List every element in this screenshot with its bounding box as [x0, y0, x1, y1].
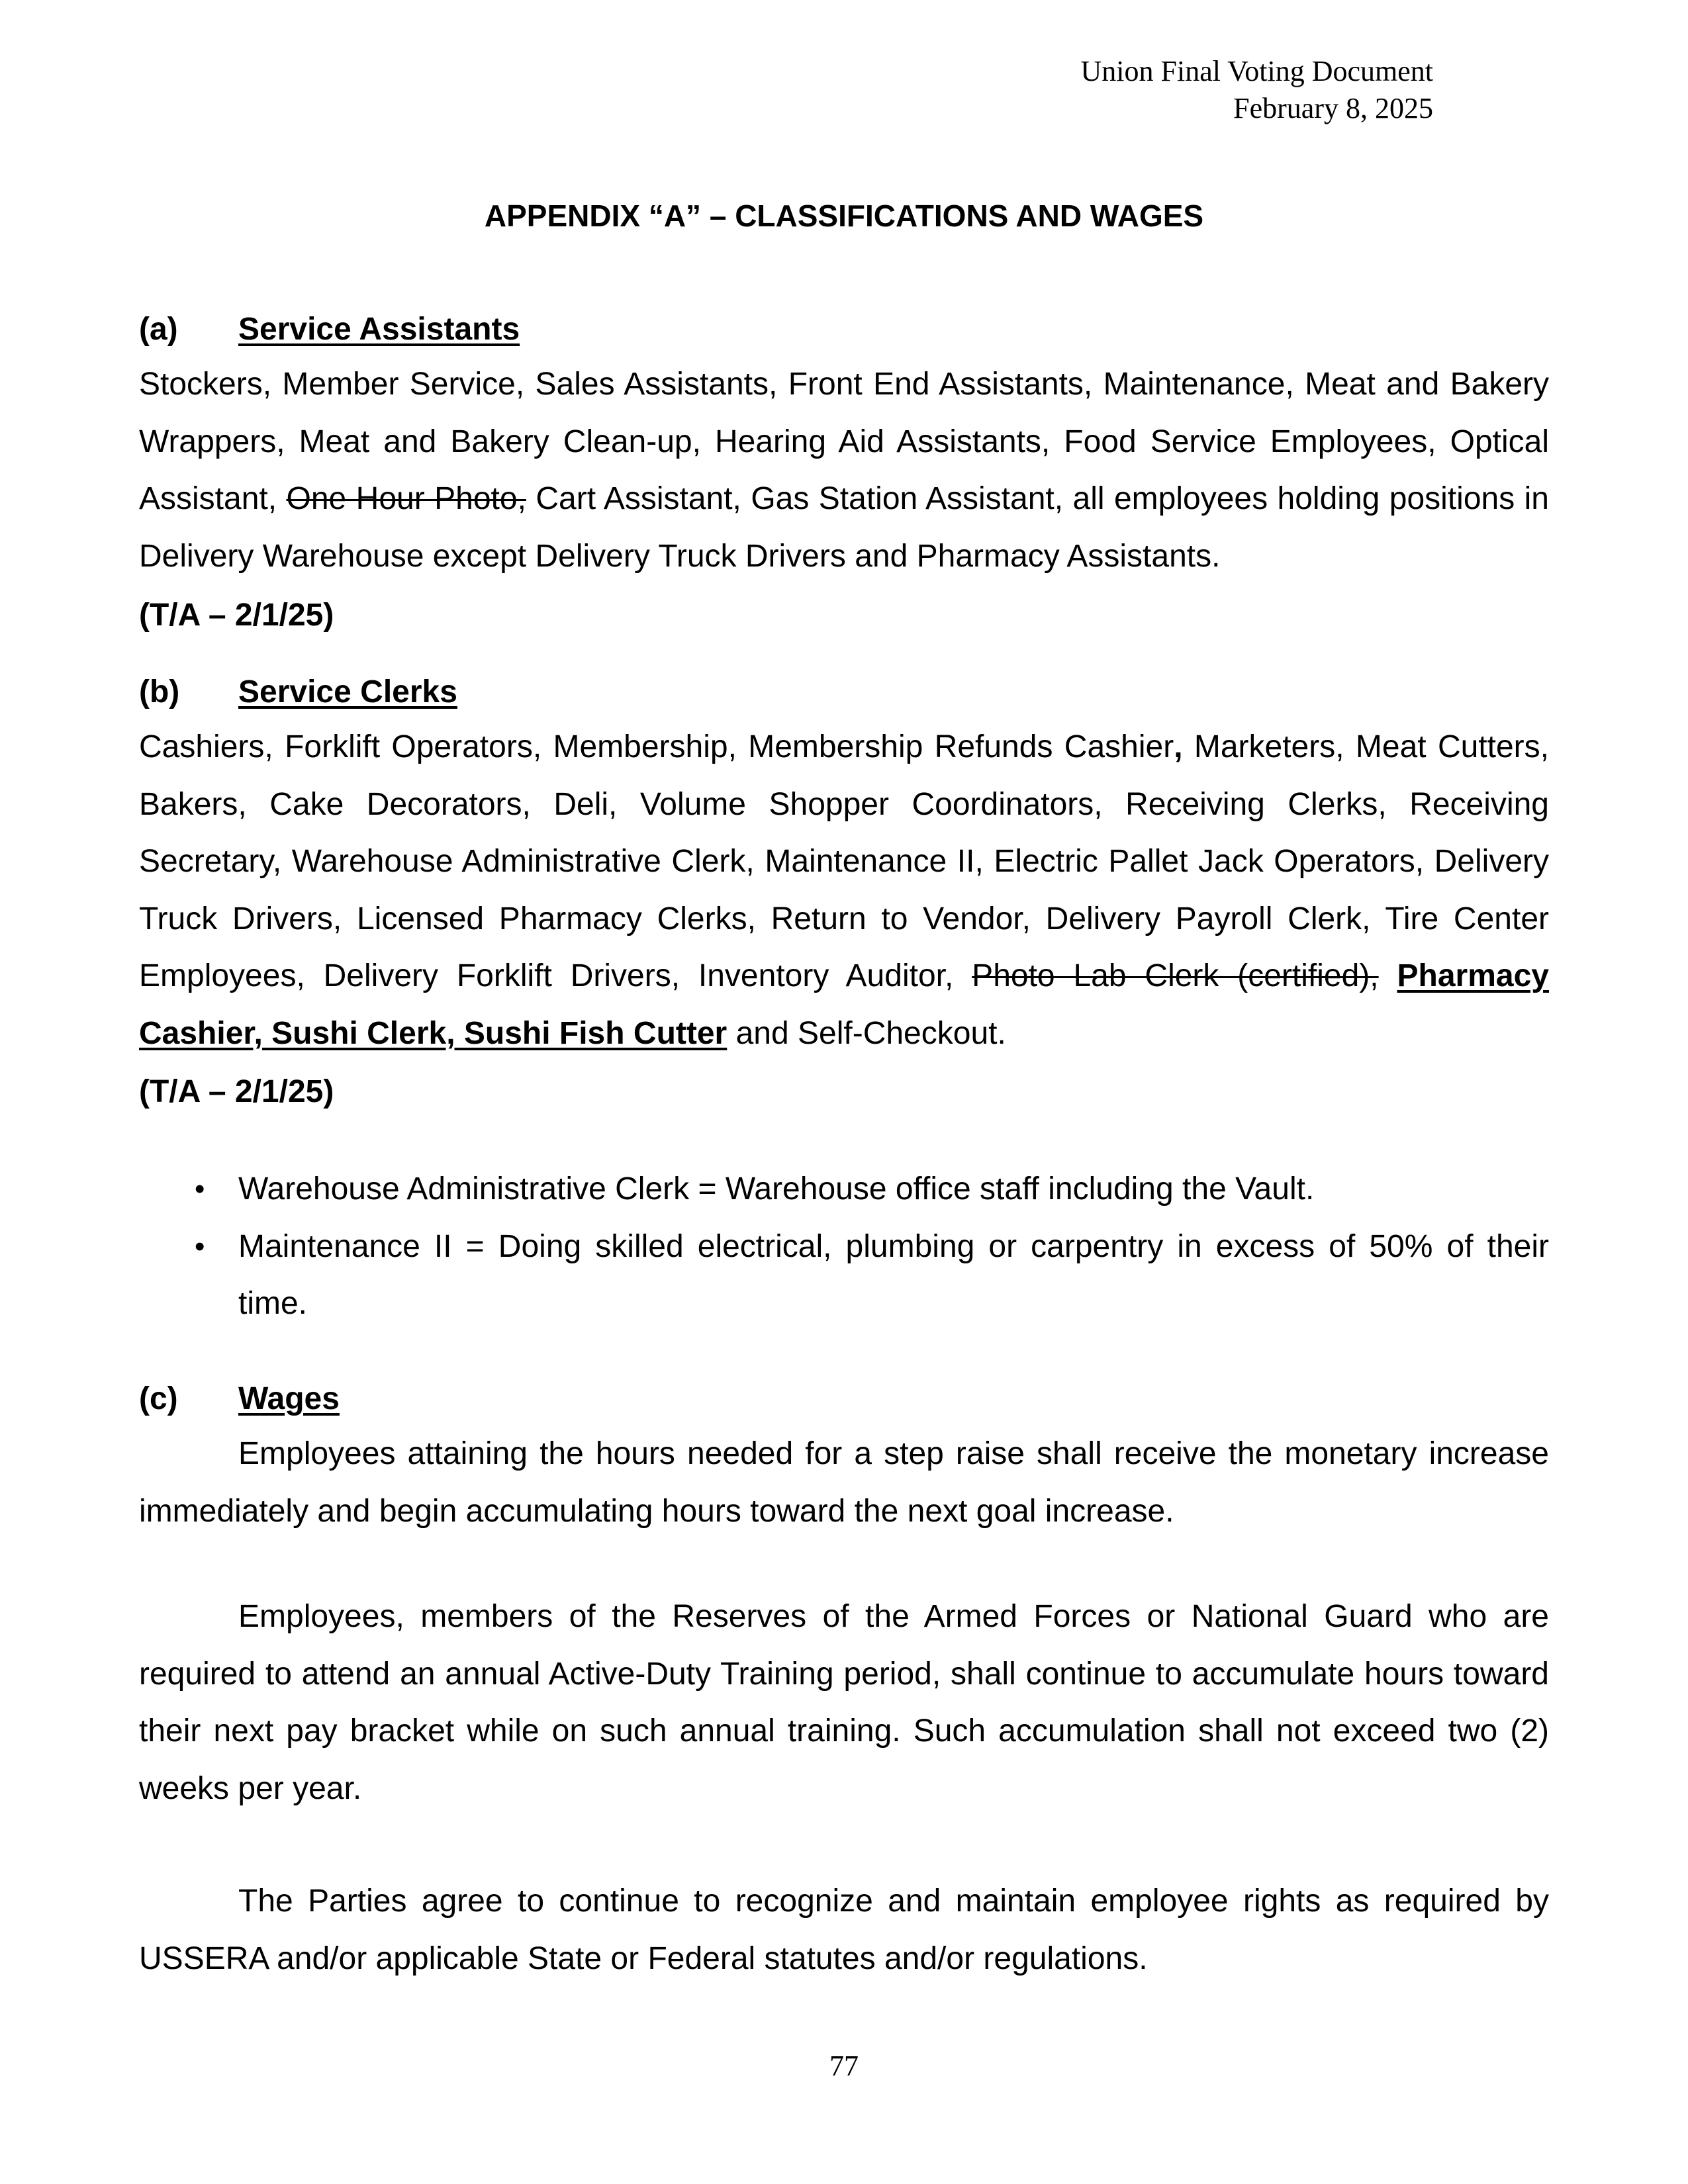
section-a-text-2: Cart Assistant, Gas Station Assistant, all employees holding positions in Delivery Warehouse except Delivery Truck Drivers and Pharmacy Assistants.	[139, 481, 1549, 574]
section-b-body	[139, 719, 1549, 1062]
section-b-added-text: Pharmacy Cashier, Sushi Clerk, Sushi Fish Cutter	[139, 958, 1549, 1051]
header-date: February 8, 2025	[1233, 92, 1433, 124]
section-b-bold-comma: ,	[1174, 729, 1183, 764]
section-b-text-2: Marketers, Meat Cutters, Bakers, Cake Decorators, Deli, Volume Shopper Coordinators, Receiving Clerks, Receiving Secretary, Warehouse Administrative Clerk, Maintenance II, Electric Pallet Jack Operators, Delivery Truck Drivers, Licensed Pharmacy Clerks, Return to Vendor, Delivery Payroll Clerk, Tire Center Employees, Delivery Forklift Drivers, Inventory Auditor,	[139, 729, 1549, 993]
section-c-heading	[139, 1379, 340, 1419]
section-a-text-1: Stockers, Member Service, Sales Assistants, Front End Assistants, Maintenance, Meat and Bakery Wrappers, Meat and Bakery Clean-up, Hearing Aid Assistants, Food Service Employees, Optical Assistant,	[139, 367, 1549, 516]
section-a-letter: (a)	[139, 312, 178, 347]
bullet-text: Warehouse Administrative Clerk = Warehouse office staff including the Vault.	[238, 1171, 1315, 1206]
page-number: 77	[829, 2050, 859, 2082]
section-b-letter: (b)	[139, 674, 180, 709]
section-b-name: Service Clerks	[238, 674, 457, 709]
bullet-item	[139, 1218, 1549, 1333]
section-a-struck-text: One Hour Photo,	[286, 481, 526, 516]
document-header	[1081, 53, 1434, 127]
section-a-name: Service Assistants	[238, 312, 520, 347]
section-c-paragraph-1	[139, 1426, 1549, 1540]
section-b-struck-text: Photo Lab Clerk (certified),	[972, 958, 1379, 993]
section-b-text-1: Cashiers, Forklift Operators, Membership, Membership Refunds Cashier	[139, 729, 1174, 764]
section-b-heading	[139, 672, 457, 712]
bullet-dot-icon: •	[195, 1230, 205, 1263]
section-b-text-end: and Self-Checkout.	[727, 1015, 1006, 1051]
section-b-bullet-list	[139, 1161, 1549, 1333]
paragraph-text: The Parties agree to continue to recognize and maintain employee rights as required by USSERA and/or applicable State or Federal statutes and/or regulations.	[139, 1884, 1549, 1976]
section-a-ta-note: (T/A – 2/1/25)	[139, 598, 334, 633]
bullet-text: Maintenance II = Doing skilled electrical, plumbing or carpentry in excess of 50% of their time.	[238, 1228, 1549, 1321]
section-c-letter: (c)	[139, 1381, 178, 1416]
bullet-item	[139, 1161, 1549, 1218]
paragraph-text: Employees attaining the hours needed for a step raise shall receive the monetary increase immediately and begin accumulating hours toward the next goal increase.	[139, 1436, 1549, 1529]
paragraph-text: Employees, members of the Reserves of the Armed Forces or National Guard who are required to attend an annual Active-Duty Training period, shall continue to accumulate hours toward their next pay bracket while on such annual training. Such accumulation shall not exceed two (2) weeks per year.	[139, 1599, 1549, 1806]
page-title: APPENDIX “A” – CLASSIFICATIONS AND WAGES	[484, 199, 1204, 233]
section-c-paragraph-2	[139, 1588, 1549, 1817]
section-a-body	[139, 356, 1549, 585]
section-c-paragraph-3	[139, 1873, 1549, 1987]
section-b-ta-note: (T/A – 2/1/25)	[139, 1074, 334, 1109]
section-c-name: Wages	[238, 1381, 340, 1416]
header-line-1: Union Final Voting Document	[1080, 55, 1433, 87]
section-a-heading	[139, 310, 520, 349]
bullet-dot-icon: •	[195, 1173, 205, 1205]
